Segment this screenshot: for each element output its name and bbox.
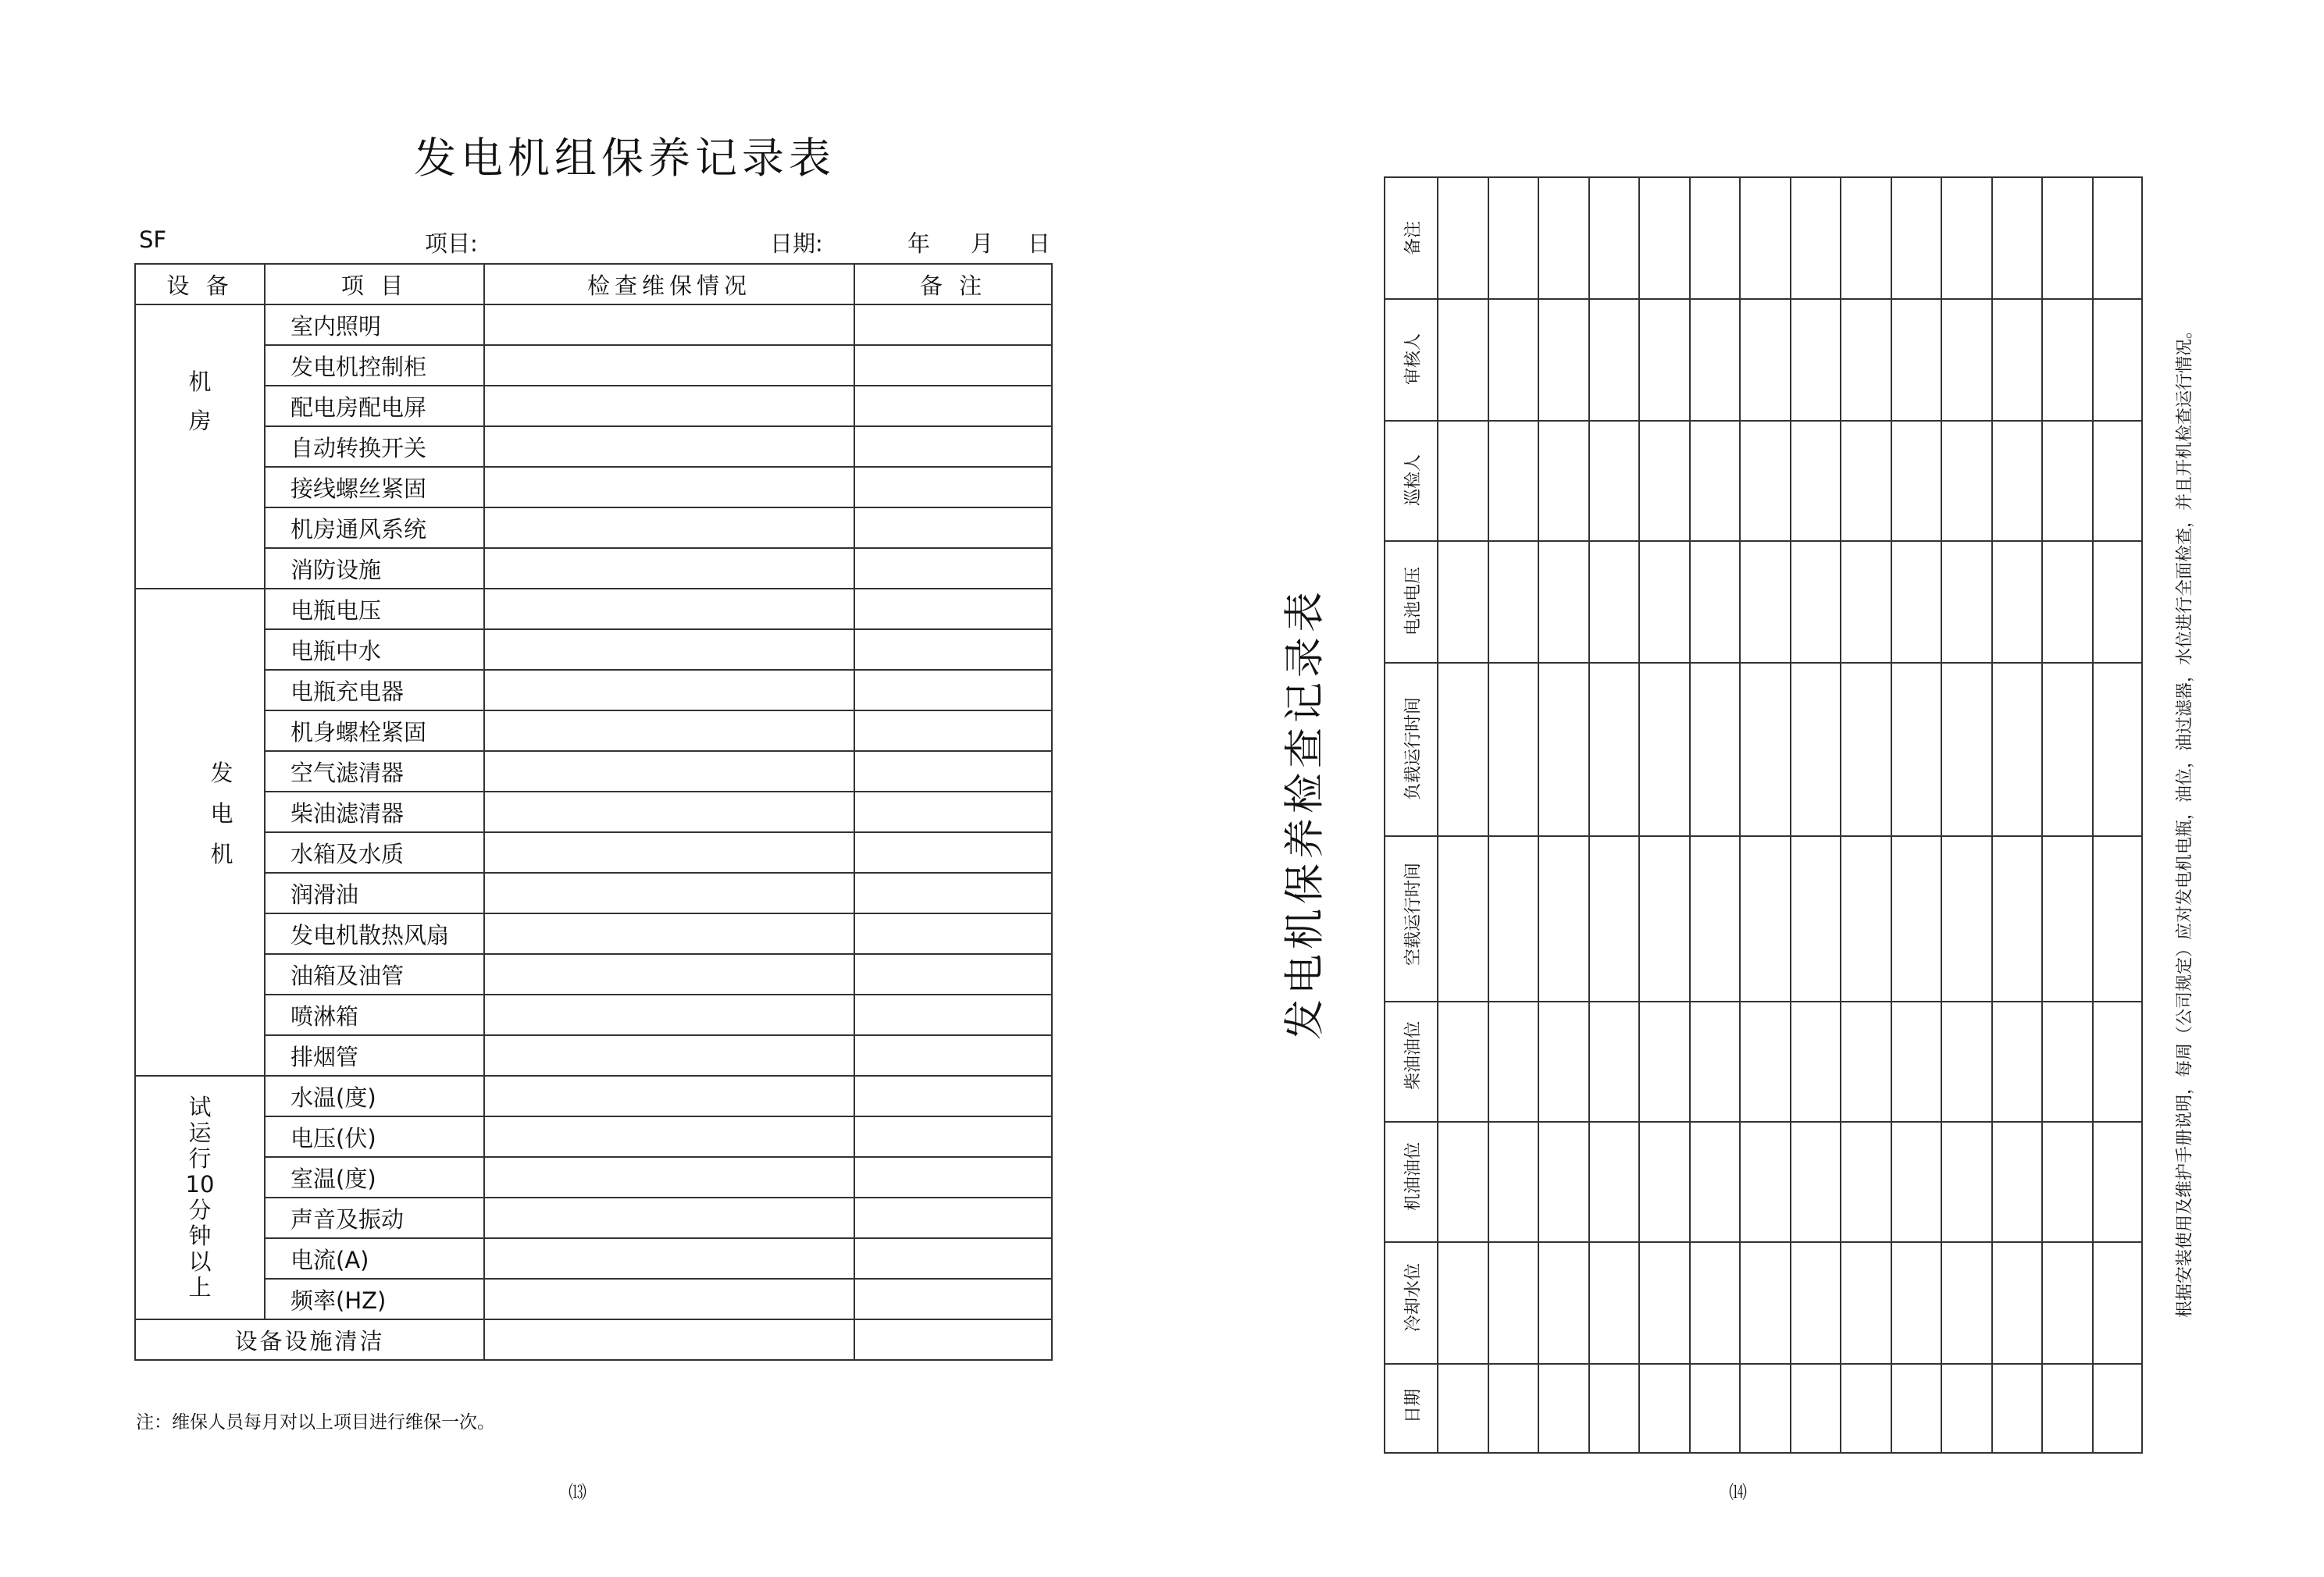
remarks-cell[interactable] <box>854 954 1052 995</box>
grid-column-divider <box>1538 178 1539 1452</box>
item-label: 自动转换开关 <box>265 426 484 467</box>
table-row <box>135 751 1052 792</box>
left-page-title: 发电机组保养记录表 <box>414 133 836 183</box>
table-row <box>135 954 1052 995</box>
cleaning-label: 设备设施清洁 <box>135 1319 484 1360</box>
item-label: 电流(A) <box>265 1238 484 1279</box>
inspection-cell[interactable] <box>484 1198 854 1238</box>
grid-column-divider <box>2041 178 2043 1452</box>
right-page-title: 发电机保养检查记录表 <box>1281 586 1329 1041</box>
grid-row-divider <box>1385 662 2141 664</box>
inspection-cell[interactable] <box>484 629 854 670</box>
table-row <box>135 710 1052 751</box>
inspection-cell[interactable] <box>484 954 854 995</box>
inspection-cell[interactable] <box>484 467 854 507</box>
grid-column-divider <box>1790 178 1791 1452</box>
item-label: 油箱及油管 <box>265 954 484 995</box>
table-row <box>135 1238 1052 1279</box>
table-row <box>135 304 1052 345</box>
remarks-cell[interactable] <box>854 629 1052 670</box>
item-label: 频率(HZ) <box>265 1279 484 1319</box>
grid-column-divider <box>1437 178 1438 1452</box>
item-label: 室温(度) <box>265 1157 484 1198</box>
inspection-cell[interactable] <box>484 832 854 873</box>
grid-column-divider <box>1840 178 1841 1452</box>
item-label: 发电机散热风扇 <box>265 913 484 954</box>
date-label: 日期: <box>770 230 823 257</box>
table-row <box>135 1279 1052 1319</box>
remarks-cell[interactable] <box>854 386 1052 426</box>
inspection-cell[interactable] <box>484 710 854 751</box>
table-header-row <box>135 264 1052 304</box>
item-label: 水箱及水质 <box>265 832 484 873</box>
page-number-left: ⒀ <box>569 1483 586 1503</box>
inspection-cell[interactable] <box>484 1035 854 1076</box>
header-load-runtime: 负载运行时间 <box>1403 696 1424 801</box>
remarks-cell[interactable] <box>854 873 1052 913</box>
item-label: 空气滤清器 <box>265 751 484 792</box>
maintenance-note: 注：维保人员每月对以上项目进行维保一次。 <box>136 1412 495 1433</box>
inspection-cell[interactable] <box>484 1157 854 1198</box>
inspection-cell[interactable] <box>484 1076 854 1116</box>
table-row <box>135 1157 1052 1198</box>
grid-column-divider <box>2092 178 2094 1452</box>
grid-row-divider <box>1385 420 2141 422</box>
grid-column-divider <box>1739 178 1741 1452</box>
inspection-cell[interactable] <box>484 1238 854 1279</box>
inspection-cell[interactable] <box>484 1319 854 1360</box>
remarks-cell[interactable] <box>854 1319 1052 1360</box>
grid-column-divider <box>1991 178 1993 1452</box>
header-coolant-level: 冷却水位 <box>1403 1262 1424 1333</box>
inspection-cell[interactable] <box>484 670 854 710</box>
grid-row-divider <box>1385 1241 2141 1243</box>
maintenance-table <box>134 263 1053 1361</box>
table-row <box>135 1076 1052 1116</box>
table-row <box>135 589 1052 629</box>
side-note: 根据安装使用及维护手册说明，每周（公司规定）应对发电机电瓶，油位，油过滤器，水位进行全面检查，并且开机检查运行情况。 <box>2175 321 2195 1319</box>
header-item: 项 目 <box>265 264 484 304</box>
sf-label: SF <box>139 226 167 253</box>
inspection-cell[interactable] <box>484 507 854 548</box>
table-row <box>135 1116 1052 1157</box>
header-diesel-level: 柴油油位 <box>1403 1020 1424 1091</box>
grid-column-divider <box>1689 178 1691 1452</box>
item-label: 排烟管 <box>265 1035 484 1076</box>
header-battery-voltage: 电池电压 <box>1403 566 1424 636</box>
grid-row-divider <box>1385 1363 2141 1365</box>
inspection-cell[interactable] <box>484 751 854 792</box>
inspection-cell[interactable] <box>484 304 854 345</box>
page-number-right: ⒁ <box>1729 1483 1747 1503</box>
table-row <box>135 670 1052 710</box>
table-row <box>135 629 1052 670</box>
remarks-cell[interactable] <box>854 670 1052 710</box>
category-test-run: 试 运 行 10 分 钟 以 上 <box>135 1076 265 1319</box>
year-label: 年 <box>907 230 931 257</box>
remarks-cell[interactable] <box>854 589 1052 629</box>
item-label: 室内照明 <box>265 304 484 345</box>
inspection-cell[interactable] <box>484 792 854 832</box>
remarks-cell[interactable] <box>854 1116 1052 1157</box>
grid-row-divider <box>1385 835 2141 837</box>
table-row <box>135 548 1052 589</box>
category-generator: 发 电 机 <box>135 589 265 1076</box>
category-machine-room: 机 房 <box>135 304 265 589</box>
item-label: 接线螺丝紧固 <box>265 467 484 507</box>
table-row <box>135 1035 1052 1076</box>
item-label: 机房通风系统 <box>265 507 484 548</box>
grid-column-divider <box>1488 178 1489 1452</box>
item-label: 电瓶电压 <box>265 589 484 629</box>
inspection-cell[interactable] <box>484 345 854 386</box>
item-label: 发电机控制柜 <box>265 345 484 386</box>
remarks-cell[interactable] <box>854 548 1052 589</box>
header-noload-runtime: 空载运行时间 <box>1403 862 1424 966</box>
item-label: 配电房配电屏 <box>265 386 484 426</box>
day-label: 日 <box>1028 230 1051 257</box>
grid-row-divider <box>1385 1001 2141 1002</box>
grid-row-divider <box>1385 1121 2141 1123</box>
remarks-cell[interactable] <box>854 710 1052 751</box>
inspection-cell[interactable] <box>484 913 854 954</box>
remarks-cell[interactable] <box>854 1279 1052 1319</box>
grid-column-divider <box>1638 178 1640 1452</box>
header-remarks: 备注 <box>1403 220 1424 256</box>
grid-column-divider <box>1941 178 1942 1452</box>
item-label: 喷淋箱 <box>265 995 484 1035</box>
remarks-cell[interactable] <box>854 832 1052 873</box>
table-row <box>135 792 1052 832</box>
table-row <box>135 507 1052 548</box>
remarks-cell[interactable] <box>854 1238 1052 1279</box>
table-row <box>135 345 1052 386</box>
grid-column-divider <box>1588 178 1590 1452</box>
header-date: 日期 <box>1403 1388 1424 1424</box>
table-row <box>135 995 1052 1035</box>
month-label: 月 <box>971 230 994 257</box>
inspection-cell[interactable] <box>484 1116 854 1157</box>
table-row <box>135 386 1052 426</box>
item-label: 柴油滤清器 <box>265 792 484 832</box>
remarks-cell[interactable] <box>854 995 1052 1035</box>
remarks-cell[interactable] <box>854 751 1052 792</box>
header-inspection: 检查维保情况 <box>484 264 854 304</box>
table-row <box>135 467 1052 507</box>
table-row <box>135 873 1052 913</box>
grid-row-divider <box>1385 298 2141 300</box>
remarks-cell[interactable] <box>854 1076 1052 1116</box>
remarks-cell[interactable] <box>854 1198 1052 1238</box>
inspection-cell[interactable] <box>484 1279 854 1319</box>
table-row <box>135 913 1052 954</box>
table-row <box>135 1198 1052 1238</box>
project-label: 项目: <box>425 230 478 257</box>
inspection-cell[interactable] <box>484 873 854 913</box>
remarks-cell[interactable] <box>854 507 1052 548</box>
header-oil-level: 机油油位 <box>1403 1141 1424 1212</box>
inspection-record-grid <box>1384 176 2143 1454</box>
inspection-cell[interactable] <box>484 548 854 589</box>
item-label: 消防设施 <box>265 548 484 589</box>
header-remarks: 备 注 <box>854 264 1052 304</box>
remarks-cell[interactable] <box>854 304 1052 345</box>
item-label: 水温(度) <box>265 1076 484 1116</box>
grid-row-divider <box>1385 540 2141 542</box>
remarks-cell[interactable] <box>854 345 1052 386</box>
inspection-cell[interactable] <box>484 386 854 426</box>
item-label: 电瓶中水 <box>265 629 484 670</box>
item-label: 机身螺栓紧固 <box>265 710 484 751</box>
remarks-cell[interactable] <box>854 792 1052 832</box>
remarks-cell[interactable] <box>854 467 1052 507</box>
header-equipment: 设 备 <box>135 264 265 304</box>
header-reviewer: 审核人 <box>1403 333 1424 386</box>
item-label: 声音及振动 <box>265 1198 484 1238</box>
inspection-cell[interactable] <box>484 426 854 467</box>
header-inspector: 巡检人 <box>1403 454 1424 507</box>
item-label: 电瓶充电器 <box>265 670 484 710</box>
inspection-cell[interactable] <box>484 589 854 629</box>
grid-column-divider <box>1891 178 1892 1452</box>
remarks-cell[interactable] <box>854 913 1052 954</box>
inspection-cell[interactable] <box>484 995 854 1035</box>
remarks-cell[interactable] <box>854 1035 1052 1076</box>
table-row <box>135 426 1052 467</box>
remarks-cell[interactable] <box>854 1157 1052 1198</box>
table-row <box>135 832 1052 873</box>
remarks-cell[interactable] <box>854 426 1052 467</box>
table-row <box>135 1319 1052 1360</box>
item-label: 润滑油 <box>265 873 484 913</box>
item-label: 电压(伏) <box>265 1116 484 1157</box>
